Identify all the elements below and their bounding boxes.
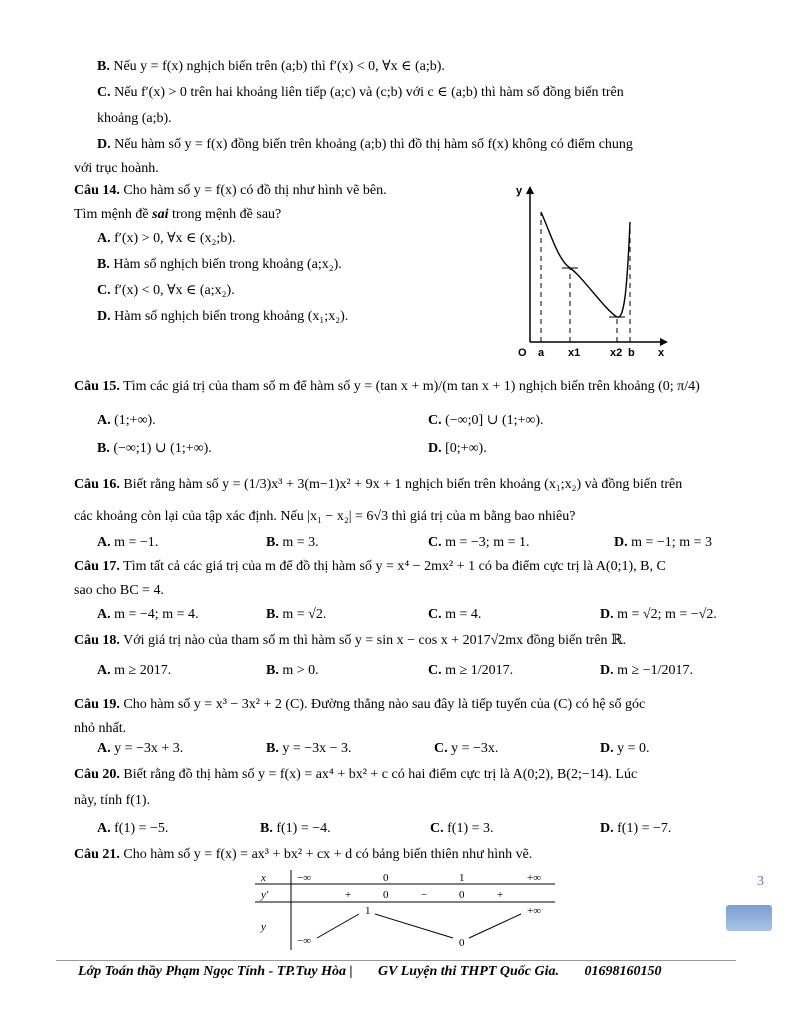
y-value: +∞ bbox=[527, 905, 542, 917]
q14-option-d: D. Hàm số nghịch biến trong khoảng (x₁;x₂). bbox=[97, 309, 349, 324]
x-axis-label: x bbox=[658, 347, 665, 359]
q14-option-b: B. Hàm số nghịch biến trong khoảng (a;x₂). bbox=[97, 257, 342, 272]
q17-option-a: A. m = −4; m = 4. bbox=[97, 607, 199, 622]
q19-stem: Câu 19. Cho hàm số y = x³ − 3x² + 2 (C). Đường thẳng nào sau đây là tiếp tuyến của (C) có hệ số góc bbox=[74, 697, 646, 712]
origin-label: O bbox=[518, 347, 527, 359]
q18-option-d: D. m ≥ −1/2017. bbox=[600, 663, 693, 678]
function-curve bbox=[541, 212, 630, 317]
q18-option-c: C. m ≥ 1/2017. bbox=[428, 663, 514, 678]
q19-option-d: D. y = 0. bbox=[600, 741, 650, 756]
x-value: 1 bbox=[459, 872, 465, 884]
q18-option-b: B. m > 0. bbox=[266, 663, 319, 678]
q17-stem: Câu 17. Tìm tất cả các giá trị của m để đồ thị hàm số y = x⁴ − 2mx² + 1 có ba điểm cực trị là A(0;1), B, C bbox=[74, 559, 666, 574]
q20-stem: Câu 20. Biết rằng đồ thị hàm số y = f(x) = ax⁴ + bx² + c có hai điểm cực trị là A(0;2), B(2;−14). Lúc bbox=[74, 767, 638, 782]
q16-stem-2: các khoảng còn lại của tập xác định. Nếu |x₁ − x₂| = 6√3 thì giá trị của m bằng bao nhiêu? bbox=[74, 509, 576, 524]
footer bbox=[78, 964, 684, 980]
tick-x1: x1 bbox=[568, 347, 581, 359]
x-axis-arrow-icon bbox=[660, 338, 668, 346]
sign: − bbox=[421, 889, 428, 901]
q20-stem-2: này, tính f(1). bbox=[74, 793, 151, 808]
x-header: x bbox=[261, 872, 266, 884]
page-number: 3 bbox=[757, 874, 764, 889]
sign: 0 bbox=[459, 889, 465, 901]
q18-option-a: A. m ≥ 2017. bbox=[97, 663, 172, 678]
increase-arrow bbox=[317, 914, 359, 938]
q13-option-d-cont: với trục hoành. bbox=[74, 161, 159, 176]
q21-variation-table bbox=[255, 870, 555, 950]
sign: + bbox=[497, 889, 504, 901]
q15-option-a: A. (1;+∞). bbox=[97, 413, 156, 428]
q17-option-c: C. m = 4. bbox=[428, 607, 482, 622]
q14-stem-2: Tìm mệnh đề sai trong mệnh đề sau? bbox=[74, 207, 282, 222]
q13-option-c: C. Nếu f′(x) > 0 trên hai khoảng liên tiếp (a;c) và (c;b) với c ∈ (a;b) thì hàm số đồng biến trên bbox=[97, 85, 624, 100]
q14-option-c: C. f′(x) < 0, ∀x ∈ (a;x₂). bbox=[97, 283, 235, 298]
q16-option-d: D. m = −1; m = 3 bbox=[614, 535, 712, 550]
q16-option-b: B. m = 3. bbox=[266, 535, 319, 550]
tick-b: b bbox=[628, 347, 635, 359]
q18-stem: Câu 18. Với giá trị nào của tham số m thì hàm số y = sin x − cos x + 2017√2mx đồng biến trên ℝ. bbox=[74, 633, 627, 648]
q14-function-graph bbox=[510, 182, 670, 362]
x-value: 0 bbox=[383, 872, 389, 884]
q20-option-d: D. f(1) = −7. bbox=[600, 821, 672, 836]
q17-stem-2: sao cho BC = 4. bbox=[74, 583, 164, 598]
x-value: +∞ bbox=[527, 872, 542, 884]
q16-option-c: C. m = −3; m = 1. bbox=[428, 535, 530, 550]
y-axis-label: y bbox=[516, 185, 523, 197]
q14-option-a: A. f′(x) > 0, ∀x ∈ (x₂;b). bbox=[97, 231, 236, 246]
tick-a: a bbox=[538, 347, 545, 359]
q15-option-d: D. [0;+∞). bbox=[428, 441, 487, 456]
footer-divider bbox=[56, 960, 736, 961]
q15-option-b: B. (−∞;1) ∪ (1;+∞). bbox=[97, 441, 212, 456]
q19-stem-2: nhỏ nhất. bbox=[74, 721, 127, 736]
footer-phone: 01698160150 bbox=[584, 964, 662, 979]
sign: 0 bbox=[383, 889, 389, 901]
q20-option-c: C. f(1) = 3. bbox=[430, 821, 494, 836]
footer-middle: GV Luyện thi THPT Quốc Gia. bbox=[378, 964, 560, 979]
y-value: −∞ bbox=[297, 935, 312, 947]
q13-option-d: D. Nếu hàm số y = f(x) đồng biến trên khoảng (a;b) thì đồ thị hàm số f(x) không có điểm chung bbox=[97, 137, 633, 152]
y-header: y bbox=[261, 921, 266, 933]
y-axis-arrow-icon bbox=[526, 186, 534, 194]
q19-option-a: A. y = −3x + 3. bbox=[97, 741, 184, 756]
y-value: 1 bbox=[365, 905, 371, 917]
footer-left: Lớp Toán thầy Phạm Ngọc Tính - TP.Tuy Hòa | bbox=[78, 964, 353, 979]
page-tab-decoration bbox=[726, 905, 772, 931]
q20-option-b: B. f(1) = −4. bbox=[260, 821, 331, 836]
q17-option-b: B. m = √2. bbox=[266, 607, 327, 622]
q16-stem: Câu 16. Biết rằng hàm số y = (1/3)x³ + 3(m−1)x² + 9x + 1 nghịch biến trên khoảng (x₁;x₂) và đồng biến trên bbox=[74, 477, 683, 492]
y-value: 0 bbox=[459, 937, 465, 949]
tick-x2: x2 bbox=[610, 347, 623, 359]
q13-option-c-cont: khoảng (a;b). bbox=[97, 111, 172, 126]
q19-option-c: C. y = −3x. bbox=[434, 741, 499, 756]
increase-arrow bbox=[469, 914, 521, 938]
q21-stem: Câu 21. Cho hàm số y = f(x) = ax³ + bx² + cx + d có bảng biến thiên như hình vẽ. bbox=[74, 847, 533, 862]
q15-option-c: C. (−∞;0] ∪ (1;+∞). bbox=[428, 413, 544, 428]
sign: + bbox=[345, 889, 352, 901]
q17-option-d: D. m = √2; m = −√2. bbox=[600, 607, 717, 622]
yprime-header: y′ bbox=[261, 889, 269, 901]
decrease-arrow bbox=[375, 914, 453, 938]
q14-stem: Câu 14. Cho hàm số y = f(x) có đồ thị như hình vẽ bên. bbox=[74, 183, 387, 198]
q13-option-b: B. Nếu y = f(x) nghịch biến trên (a;b) thì f′(x) < 0, ∀x ∈ (a;b). bbox=[97, 59, 445, 74]
q16-option-a: A. m = −1. bbox=[97, 535, 159, 550]
q20-option-a: A. f(1) = −5. bbox=[97, 821, 169, 836]
q15-stem: Câu 15. Tìm các giá trị của tham số m để hàm số y = (tan x + m)/(m tan x + 1) nghịch biến trên khoảng (0; π/4) bbox=[74, 379, 700, 394]
x-value: −∞ bbox=[297, 872, 312, 884]
q19-option-b: B. y = −3x − 3. bbox=[266, 741, 352, 756]
